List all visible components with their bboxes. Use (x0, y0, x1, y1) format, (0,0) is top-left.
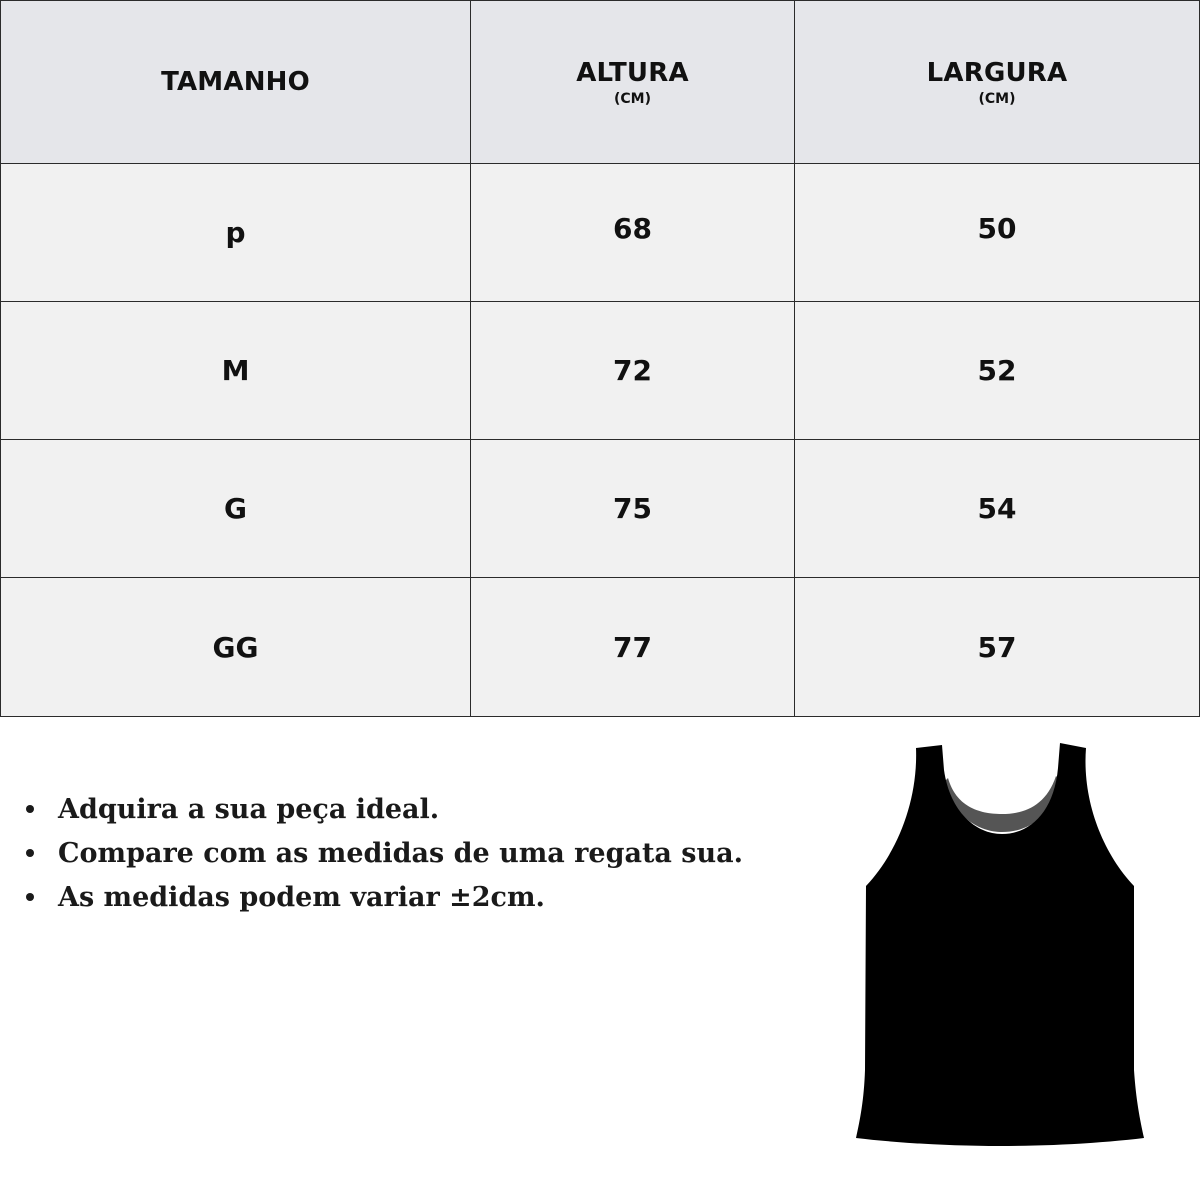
cell-largura-g (795, 440, 1199, 578)
largura-value: 52 (977, 354, 1017, 387)
header-altura-label: ALTURA (576, 57, 689, 88)
header-tamanho (1, 1, 471, 164)
size-label: GG (212, 630, 259, 664)
cell-largura-m (795, 302, 1199, 440)
note-text: As medidas podem variar ±2cm. (58, 882, 545, 913)
bullet-icon (26, 893, 34, 901)
largura-value: 50 (977, 212, 1017, 245)
cell-altura-m (471, 302, 795, 440)
bullet-icon (26, 805, 34, 813)
cell-altura-g (471, 440, 795, 578)
cell-size-p (1, 164, 471, 302)
cell-largura-p (795, 164, 1199, 302)
size-label: M (221, 354, 250, 387)
cell-largura-gg (795, 578, 1199, 716)
cell-altura-p (471, 164, 795, 302)
altura-value: 75 (613, 492, 652, 525)
measurement-notes (26, 788, 743, 920)
size-label: G (224, 492, 247, 525)
altura-value: 68 (613, 212, 652, 245)
size-label: p (225, 216, 246, 249)
header-largura (795, 1, 1199, 164)
note-text: Adquira a sua peça ideal. (58, 794, 440, 825)
cell-size-gg (1, 578, 471, 716)
bullet-icon (26, 849, 34, 857)
header-tamanho-label: TAMANHO (161, 67, 310, 97)
header-largura-unit: (CM) (978, 90, 1016, 107)
largura-value: 54 (977, 492, 1017, 525)
altura-value: 72 (613, 354, 652, 387)
header-altura (471, 1, 795, 164)
note-item (26, 832, 743, 876)
cell-size-g (1, 440, 471, 578)
note-item (26, 788, 743, 832)
note-text: Compare com as medidas de uma regata sua. (58, 838, 744, 869)
altura-value: 77 (613, 630, 652, 664)
header-altura-unit: (CM) (613, 90, 651, 107)
cell-size-m (1, 302, 471, 440)
tank-top-icon (852, 740, 1148, 1148)
tank-top-body (856, 743, 1144, 1146)
largura-value: 57 (977, 630, 1017, 664)
cell-altura-gg (471, 578, 795, 716)
header-largura-label: LARGURA (926, 57, 1068, 88)
note-item (26, 876, 743, 920)
